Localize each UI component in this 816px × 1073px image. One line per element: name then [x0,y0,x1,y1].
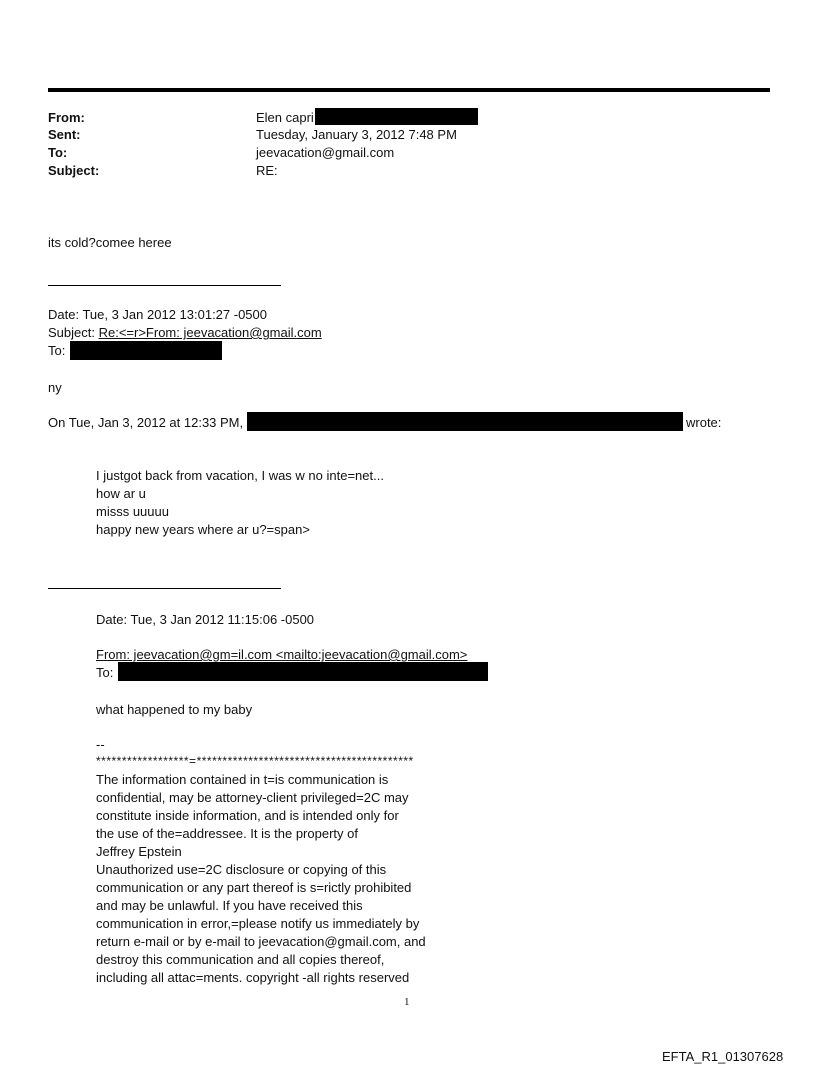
sent-label: Sent: [48,127,81,142]
quoted-subject-link[interactable]: Re:<=r>From: jeevacation@gmail.com [98,325,322,340]
to-label: To: [48,145,68,160]
quoted-message: ny [48,380,62,395]
quoted-subject-prefix: Subject: [48,325,99,340]
separator-line [48,588,281,589]
page-number: 1 [404,996,410,1008]
quoted-date: Date: Tue, 3 Jan 2012 13:01:27 -0500 [48,307,268,322]
redaction-box [118,662,488,681]
quoted-line: happy new years where ar u?=span> [96,522,310,537]
subject-value: RE: [256,163,278,178]
quoted-subject [48,325,322,340]
body-text: its cold?comee heree [48,235,172,250]
on-wrote-prefix: On Tue, Jan 3, 2012 at 12:33 PM, [48,415,244,430]
disclaimer-line: The information contained in t=is communication is [96,772,389,787]
quoted-message: what happened to my baby [96,702,253,717]
from-label: From: [48,110,85,125]
redaction-box [70,341,222,360]
disclaimer-line: communication in error,=please notify us immediately by [96,916,420,931]
disclaimer-line: communication or any part thereof is s=rictly prohibited [96,880,412,895]
quoted-line: how ar u [96,486,146,501]
disclaimer-line: and may be unlawful. If you have received this [96,898,363,913]
quoted-line: I justgot back from vacation, I was w no inte=net... [96,468,384,483]
quoted-to: To: [96,665,114,680]
document-id: EFTA_R1_01307628 [662,1049,784,1064]
on-wrote-suffix: wrote: [686,415,722,430]
separator-line [48,285,281,286]
sent-value: Tuesday, January 3, 2012 7:48 PM [256,127,457,142]
from-value: Elen capri [256,110,314,125]
disclaimer-line: Unauthorized use=2C disclosure or copying of this [96,862,387,877]
disclaimer-line: confidential, may be attorney-client privileged=2C may [96,790,409,805]
disclaimer-line: return e-mail or by e-mail to jeevacation@gmail.com, and [96,934,426,949]
disclaimer-line: including all attac=ments. copyright -all rights reserved [96,970,410,985]
disclaimer-line: Jeffrey Epstein [96,844,182,859]
top-rule [48,88,770,92]
quoted-line: misss uuuuu [96,504,169,519]
disclaimer-line: destroy this communication and all copies thereof, [96,952,385,967]
disclaimer-line: constitute inside information, and is intended only for [96,808,399,823]
stars-line: ******************=****************************************** [96,754,414,768]
redaction-box [247,412,683,431]
subject-label: Subject: [48,163,100,178]
redaction-box [315,108,478,125]
signature-dashes: -- [96,737,105,752]
quoted-from[interactable]: From: jeevacation@gm=il.com <mailto:jeevacation@gmail.com> [96,647,468,662]
to-value: jeevacation@gmail.com [256,145,395,160]
quoted-date: Date: Tue, 3 Jan 2012 11:15:06 -0500 [96,612,315,627]
disclaimer-line: the use of the=addressee. It is the property of [96,826,358,841]
quoted-to: To: [48,343,66,358]
